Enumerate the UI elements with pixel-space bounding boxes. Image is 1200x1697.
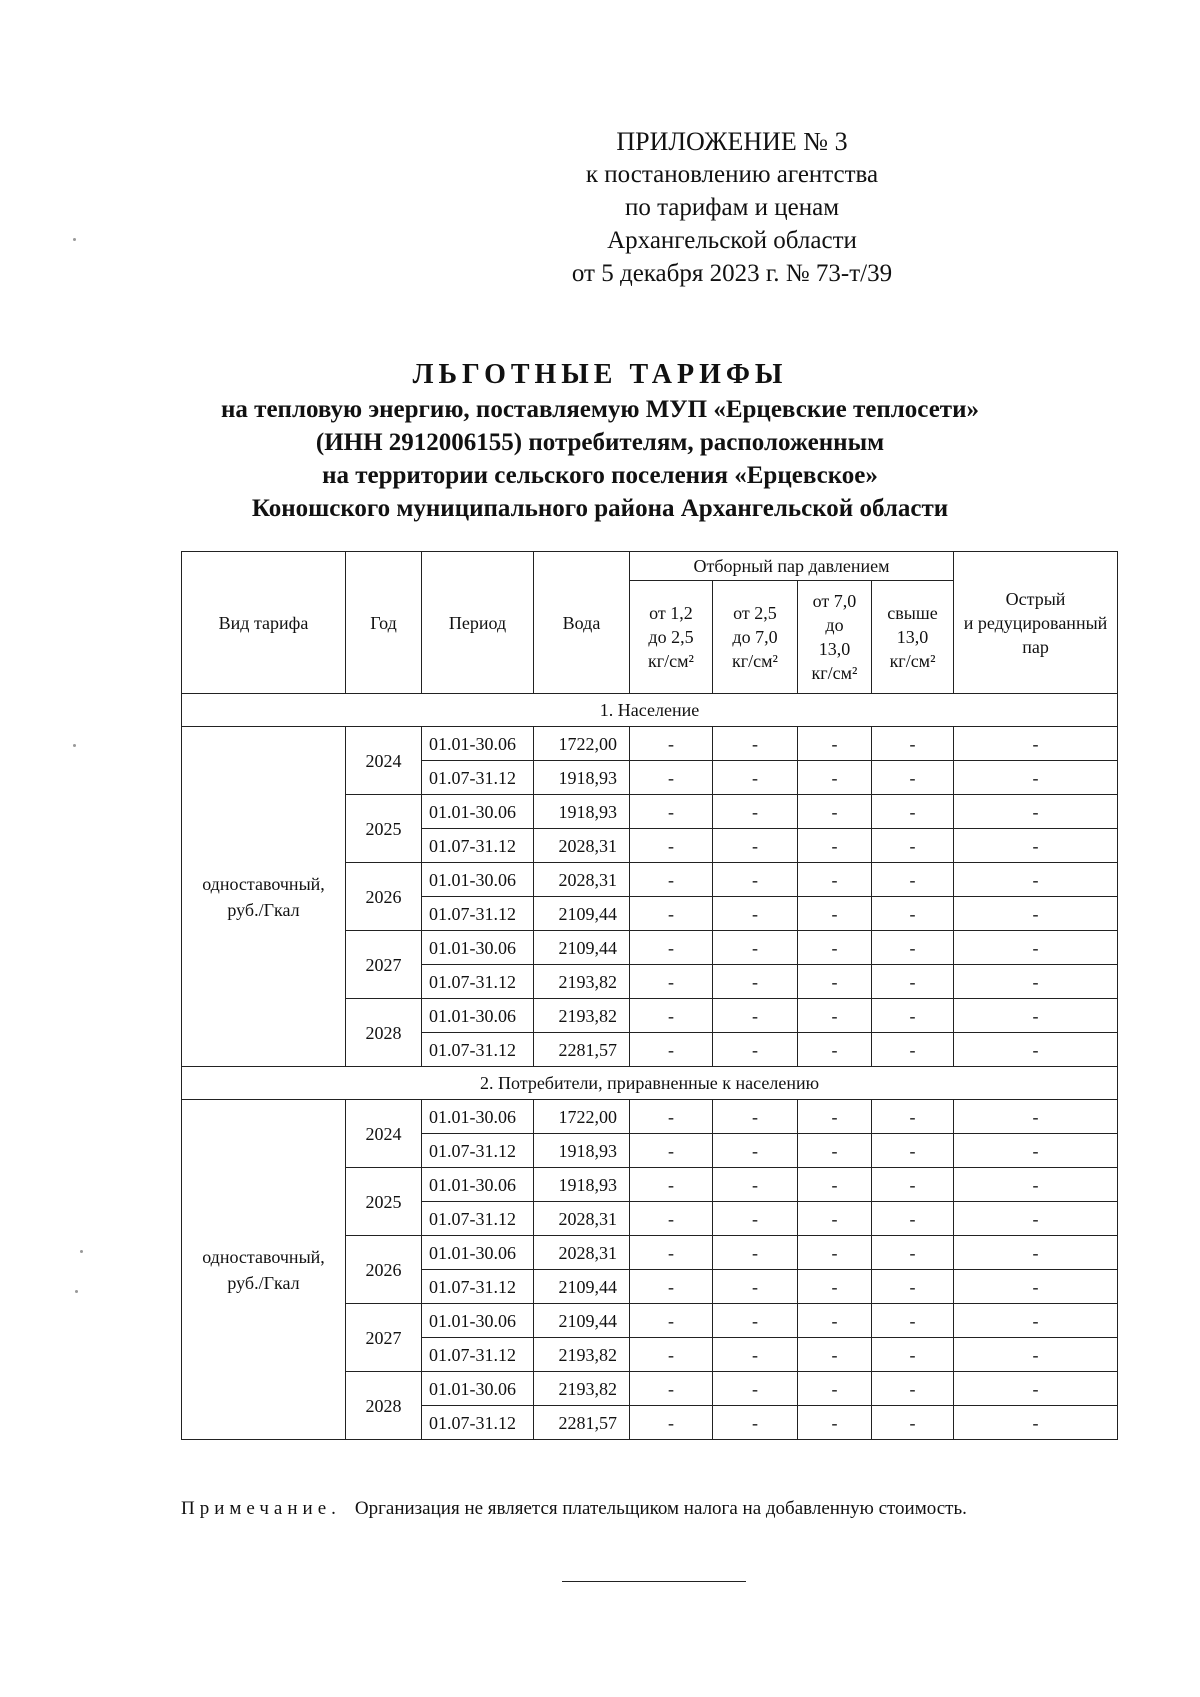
empty-value-cell: - bbox=[954, 1202, 1118, 1236]
period-cell: 01.01-30.06 bbox=[422, 1304, 534, 1338]
empty-value-cell: - bbox=[713, 1033, 798, 1067]
heading-line: (ИНН 2912006155) потребителям, расположенным bbox=[315, 429, 885, 456]
water-value: 2109,44 bbox=[534, 1304, 630, 1338]
footnote bbox=[181, 1498, 967, 1520]
water-value: 1918,93 bbox=[534, 1168, 630, 1202]
header-year: Год bbox=[346, 552, 422, 694]
empty-value-cell: - bbox=[713, 1304, 798, 1338]
water-value: 1918,93 bbox=[534, 761, 630, 795]
empty-value-cell: - bbox=[798, 931, 872, 965]
water-value: 2281,57 bbox=[534, 1406, 630, 1440]
period-cell: 01.07-31.12 bbox=[422, 1202, 534, 1236]
water-value: 2028,31 bbox=[534, 1236, 630, 1270]
empty-value-cell: - bbox=[713, 965, 798, 999]
empty-value-cell: - bbox=[630, 863, 713, 897]
empty-value-cell: - bbox=[630, 1236, 713, 1270]
header-sharp-steam: Острый и редуцированный пар bbox=[954, 552, 1118, 694]
period-cell: 01.07-31.12 bbox=[422, 1033, 534, 1067]
header-steam-4: свыше 13,0 кг/см² bbox=[872, 581, 954, 694]
empty-value-cell: - bbox=[798, 1033, 872, 1067]
empty-value-cell: - bbox=[798, 727, 872, 761]
scan-speck bbox=[80, 1250, 83, 1253]
header-water: Вода bbox=[534, 552, 630, 694]
water-value: 1918,93 bbox=[534, 795, 630, 829]
empty-value-cell: - bbox=[798, 761, 872, 795]
heading-line: Коношского муниципального района Архангельской области bbox=[251, 495, 949, 522]
header-kind: Вид тарифа bbox=[182, 552, 346, 694]
period-cell: 01.01-30.06 bbox=[422, 999, 534, 1033]
empty-value-cell: - bbox=[954, 829, 1118, 863]
year-cell: 2027 bbox=[346, 1304, 422, 1372]
appendix-block bbox=[522, 125, 942, 290]
empty-value-cell: - bbox=[872, 1406, 954, 1440]
empty-value-cell: - bbox=[872, 897, 954, 931]
period-cell: 01.07-31.12 bbox=[422, 829, 534, 863]
empty-value-cell: - bbox=[630, 931, 713, 965]
year-cell: 2027 bbox=[346, 931, 422, 999]
empty-value-cell: - bbox=[798, 965, 872, 999]
empty-value-cell: - bbox=[713, 1236, 798, 1270]
water-value: 2193,82 bbox=[534, 1338, 630, 1372]
water-value: 2028,31 bbox=[534, 863, 630, 897]
empty-value-cell: - bbox=[872, 965, 954, 999]
section-title: 2. Потребители, приравненные к населению bbox=[182, 1067, 1118, 1100]
footnote-text: Организация не является плательщиком налога на добавленную стоимость. bbox=[354, 1498, 967, 1519]
empty-value-cell: - bbox=[630, 795, 713, 829]
empty-value-cell: - bbox=[872, 795, 954, 829]
empty-value-cell: - bbox=[630, 1134, 713, 1168]
empty-value-cell: - bbox=[630, 1202, 713, 1236]
table-row bbox=[182, 727, 1118, 761]
empty-value-cell: - bbox=[798, 863, 872, 897]
empty-value-cell: - bbox=[954, 999, 1118, 1033]
empty-value-cell: - bbox=[798, 1236, 872, 1270]
empty-value-cell: - bbox=[954, 727, 1118, 761]
tariff-kind: одноставочный, руб./Гкал bbox=[182, 727, 346, 1067]
period-cell: 01.07-31.12 bbox=[422, 965, 534, 999]
period-cell: 01.01-30.06 bbox=[422, 863, 534, 897]
scan-speck bbox=[73, 744, 76, 747]
empty-value-cell: - bbox=[872, 1304, 954, 1338]
empty-value-cell: - bbox=[630, 1100, 713, 1134]
period-cell: 01.07-31.12 bbox=[422, 1270, 534, 1304]
empty-value-cell: - bbox=[630, 1372, 713, 1406]
empty-value-cell: - bbox=[630, 829, 713, 863]
empty-value-cell: - bbox=[713, 1202, 798, 1236]
year-cell: 2028 bbox=[346, 999, 422, 1067]
empty-value-cell: - bbox=[630, 727, 713, 761]
empty-value-cell: - bbox=[872, 1134, 954, 1168]
period-cell: 01.07-31.12 bbox=[422, 1338, 534, 1372]
empty-value-cell: - bbox=[713, 761, 798, 795]
heading-line: на тепловую энергию, поставляемую МУП «Ерцевские теплосети» bbox=[221, 396, 979, 423]
empty-value-cell: - bbox=[713, 1372, 798, 1406]
table-row bbox=[182, 1100, 1118, 1134]
end-divider bbox=[562, 1581, 746, 1582]
empty-value-cell: - bbox=[798, 1338, 872, 1372]
empty-value-cell: - bbox=[630, 761, 713, 795]
water-value: 2109,44 bbox=[534, 1270, 630, 1304]
empty-value-cell: - bbox=[872, 1372, 954, 1406]
empty-value-cell: - bbox=[630, 999, 713, 1033]
tariff-table bbox=[181, 551, 1118, 1440]
period-cell: 01.07-31.12 bbox=[422, 1134, 534, 1168]
appendix-line: по тарифам и ценам bbox=[624, 194, 840, 221]
water-value: 1722,00 bbox=[534, 727, 630, 761]
empty-value-cell: - bbox=[954, 1406, 1118, 1440]
empty-value-cell: - bbox=[630, 897, 713, 931]
water-value: 1722,00 bbox=[534, 1100, 630, 1134]
empty-value-cell: - bbox=[798, 795, 872, 829]
scan-speck bbox=[75, 1290, 78, 1293]
empty-value-cell: - bbox=[872, 761, 954, 795]
empty-value-cell: - bbox=[630, 1168, 713, 1202]
empty-value-cell: - bbox=[798, 1100, 872, 1134]
empty-value-cell: - bbox=[713, 1338, 798, 1372]
empty-value-cell: - bbox=[954, 1134, 1118, 1168]
empty-value-cell: - bbox=[954, 965, 1118, 999]
appendix-line: Архангельской области bbox=[607, 227, 857, 254]
empty-value-cell: - bbox=[954, 1033, 1118, 1067]
empty-value-cell: - bbox=[954, 1304, 1118, 1338]
empty-value-cell: - bbox=[954, 1100, 1118, 1134]
empty-value-cell: - bbox=[954, 863, 1118, 897]
water-value: 2281,57 bbox=[534, 1033, 630, 1067]
water-value: 2193,82 bbox=[534, 999, 630, 1033]
empty-value-cell: - bbox=[872, 1033, 954, 1067]
period-cell: 01.07-31.12 bbox=[422, 761, 534, 795]
empty-value-cell: - bbox=[798, 829, 872, 863]
water-value: 2109,44 bbox=[534, 897, 630, 931]
year-cell: 2025 bbox=[346, 795, 422, 863]
year-cell: 2024 bbox=[346, 1100, 422, 1168]
water-value: 1918,93 bbox=[534, 1134, 630, 1168]
empty-value-cell: - bbox=[872, 999, 954, 1033]
appendix-line: к постановлению агентства bbox=[585, 161, 879, 188]
empty-value-cell: - bbox=[713, 1134, 798, 1168]
empty-value-cell: - bbox=[954, 761, 1118, 795]
empty-value-cell: - bbox=[954, 1372, 1118, 1406]
tariff-kind: одноставочный, руб./Гкал bbox=[182, 1100, 346, 1440]
empty-value-cell: - bbox=[713, 795, 798, 829]
empty-value-cell: - bbox=[872, 1236, 954, 1270]
year-cell: 2028 bbox=[346, 1372, 422, 1440]
empty-value-cell: - bbox=[713, 1100, 798, 1134]
empty-value-cell: - bbox=[954, 897, 1118, 931]
empty-value-cell: - bbox=[630, 965, 713, 999]
period-cell: 01.01-30.06 bbox=[422, 1168, 534, 1202]
empty-value-cell: - bbox=[872, 1270, 954, 1304]
empty-value-cell: - bbox=[872, 1168, 954, 1202]
empty-value-cell: - bbox=[954, 1168, 1118, 1202]
empty-value-cell: - bbox=[630, 1033, 713, 1067]
year-cell: 2026 bbox=[346, 863, 422, 931]
empty-value-cell: - bbox=[954, 1236, 1118, 1270]
period-cell: 01.01-30.06 bbox=[422, 1100, 534, 1134]
empty-value-cell: - bbox=[713, 999, 798, 1033]
empty-value-cell: - bbox=[713, 863, 798, 897]
period-cell: 01.07-31.12 bbox=[422, 1406, 534, 1440]
empty-value-cell: - bbox=[713, 897, 798, 931]
header-period: Период bbox=[422, 552, 534, 694]
section-row bbox=[182, 1067, 1118, 1100]
empty-value-cell: - bbox=[713, 829, 798, 863]
empty-value-cell: - bbox=[798, 999, 872, 1033]
empty-value-cell: - bbox=[630, 1338, 713, 1372]
water-value: 2028,31 bbox=[534, 829, 630, 863]
document-title: ЛЬГОТНЫЕ ТАРИФЫ bbox=[412, 359, 788, 390]
empty-value-cell: - bbox=[713, 1270, 798, 1304]
period-cell: 01.01-30.06 bbox=[422, 931, 534, 965]
empty-value-cell: - bbox=[713, 1406, 798, 1440]
empty-value-cell: - bbox=[798, 1406, 872, 1440]
empty-value-cell: - bbox=[630, 1270, 713, 1304]
scan-speck bbox=[73, 238, 76, 241]
period-cell: 01.07-31.12 bbox=[422, 897, 534, 931]
footnote-label: Примечание. bbox=[181, 1498, 341, 1519]
appendix-number: ПРИЛОЖЕНИЕ № 3 bbox=[616, 127, 848, 156]
period-cell: 01.01-30.06 bbox=[422, 727, 534, 761]
empty-value-cell: - bbox=[872, 727, 954, 761]
header-steam-3: от 7,0 до 13,0 кг/см² bbox=[798, 581, 872, 694]
section-title: 1. Население bbox=[182, 694, 1118, 727]
year-cell: 2025 bbox=[346, 1168, 422, 1236]
empty-value-cell: - bbox=[954, 1338, 1118, 1372]
empty-value-cell: - bbox=[713, 1168, 798, 1202]
empty-value-cell: - bbox=[872, 863, 954, 897]
empty-value-cell: - bbox=[798, 1270, 872, 1304]
header-steam-2: от 2,5 до 7,0 кг/см² bbox=[713, 581, 798, 694]
empty-value-cell: - bbox=[872, 829, 954, 863]
period-cell: 01.01-30.06 bbox=[422, 1372, 534, 1406]
header-steam-group: Отборный пар давлением bbox=[630, 552, 954, 581]
document-heading bbox=[150, 358, 1050, 525]
water-value: 2109,44 bbox=[534, 931, 630, 965]
empty-value-cell: - bbox=[872, 1338, 954, 1372]
empty-value-cell: - bbox=[798, 1372, 872, 1406]
water-value: 2028,31 bbox=[534, 1202, 630, 1236]
empty-value-cell: - bbox=[713, 931, 798, 965]
section-row bbox=[182, 694, 1118, 727]
year-cell: 2024 bbox=[346, 727, 422, 795]
year-cell: 2026 bbox=[346, 1236, 422, 1304]
empty-value-cell: - bbox=[798, 897, 872, 931]
empty-value-cell: - bbox=[798, 1202, 872, 1236]
water-value: 2193,82 bbox=[534, 965, 630, 999]
empty-value-cell: - bbox=[798, 1304, 872, 1338]
empty-value-cell: - bbox=[630, 1304, 713, 1338]
empty-value-cell: - bbox=[713, 727, 798, 761]
empty-value-cell: - bbox=[798, 1134, 872, 1168]
empty-value-cell: - bbox=[872, 931, 954, 965]
empty-value-cell: - bbox=[798, 1168, 872, 1202]
header-steam-1: от 1,2 до 2,5 кг/см² bbox=[630, 581, 713, 694]
period-cell: 01.01-30.06 bbox=[422, 795, 534, 829]
empty-value-cell: - bbox=[630, 1406, 713, 1440]
appendix-date: от 5 декабря 2023 г. № 73-т/39 bbox=[571, 260, 893, 287]
empty-value-cell: - bbox=[954, 795, 1118, 829]
heading-line: на территории сельского поселения «Ерцевское» bbox=[322, 462, 878, 489]
empty-value-cell: - bbox=[872, 1100, 954, 1134]
water-value: 2193,82 bbox=[534, 1372, 630, 1406]
empty-value-cell: - bbox=[872, 1202, 954, 1236]
empty-value-cell: - bbox=[954, 1270, 1118, 1304]
period-cell: 01.01-30.06 bbox=[422, 1236, 534, 1270]
empty-value-cell: - bbox=[954, 931, 1118, 965]
